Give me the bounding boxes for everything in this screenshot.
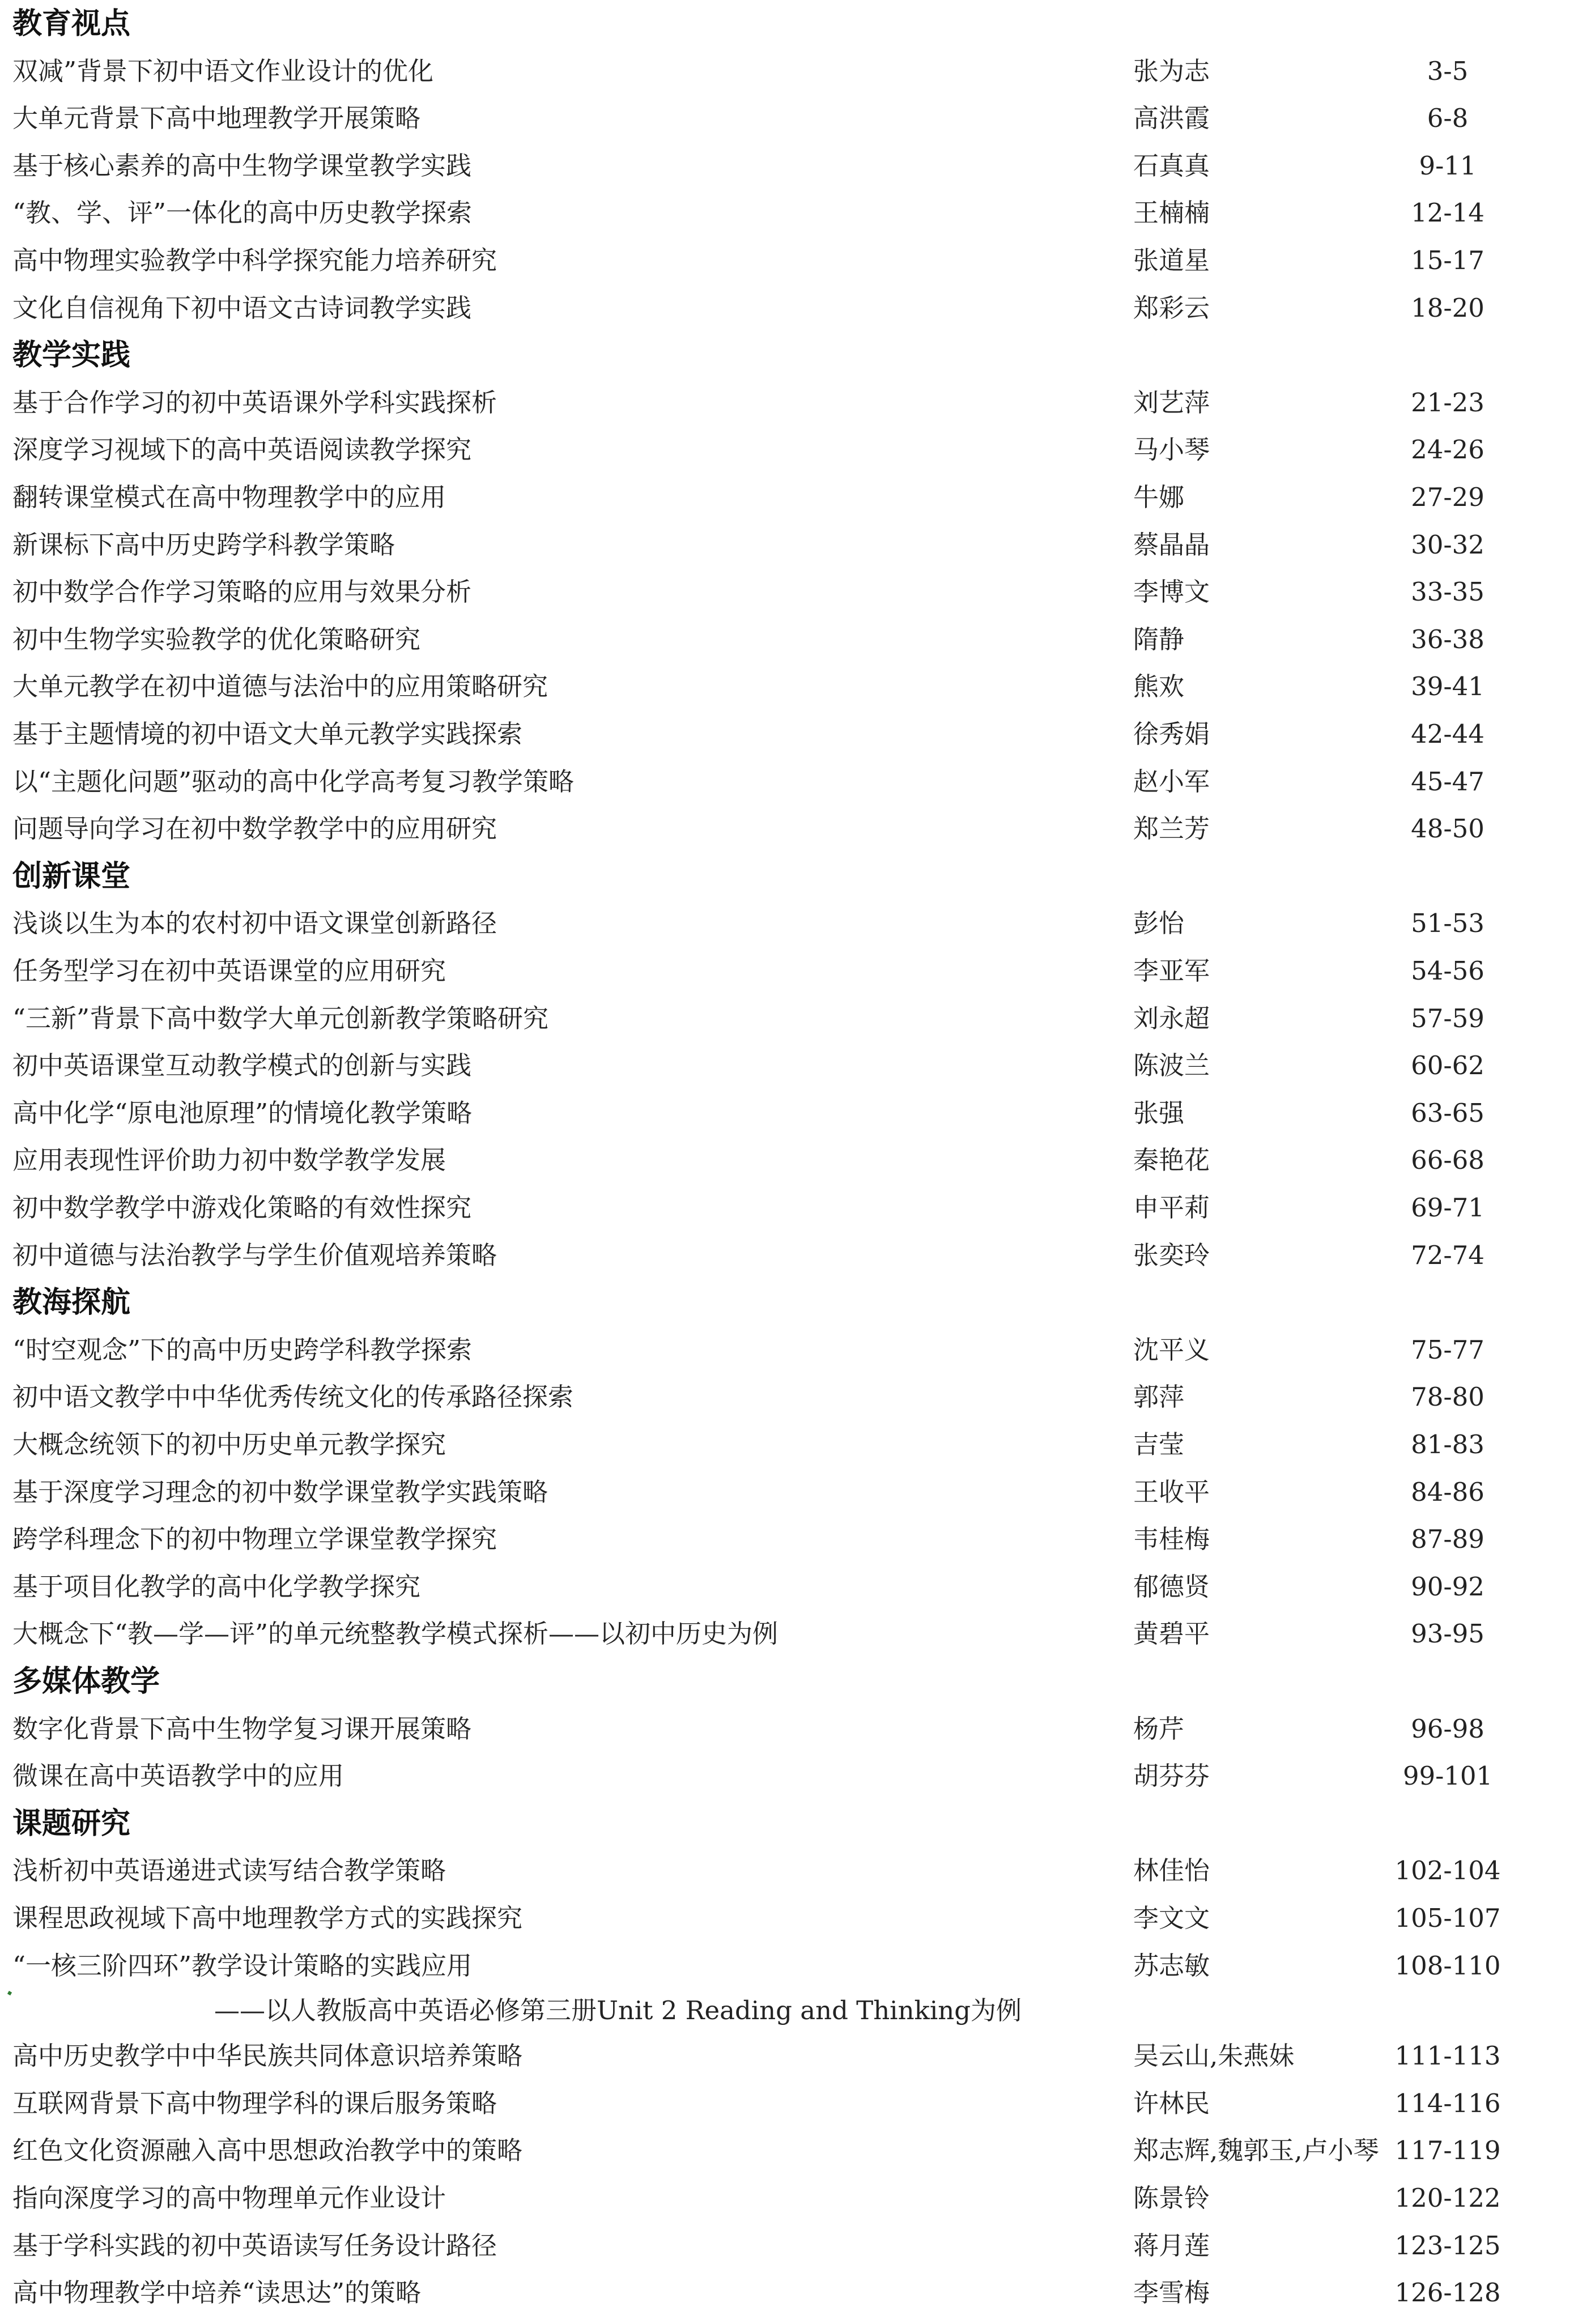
entry-title: 基于合作学习的初中英语课外学科实践探析 — [12, 387, 497, 418]
entry-title: 大概念下“教—学—评”的单元统整教学模式探析——以初中历史为例 — [12, 1619, 779, 1649]
entry-pages: 114-116 — [1394, 2088, 1501, 2118]
entry-pages: 99-101 — [1402, 1761, 1493, 1791]
entry-pages: 126-128 — [1394, 2278, 1501, 2308]
section-heading-row — [0, 1279, 1578, 1326]
toc-entry — [0, 1705, 1578, 1753]
entry-pages: 78-80 — [1411, 1382, 1485, 1412]
toc-entry — [0, 474, 1578, 521]
entry-pages: 30-32 — [1411, 529, 1485, 560]
entry-author: 石真真 — [1133, 150, 1210, 181]
toc-entry — [0, 237, 1578, 284]
entry-author: 秦艳花 — [1133, 1145, 1210, 1176]
entry-title: 初中道德与法治教学与学生价值观培养策略 — [12, 1240, 497, 1270]
entry-pages: 39-41 — [1411, 671, 1485, 702]
toc-entry — [0, 663, 1578, 710]
entry-title: 浅谈以生为本的农村初中语文课堂创新路径 — [12, 908, 497, 939]
toc-entry — [0, 2127, 1578, 2174]
entry-pages: 3-5 — [1427, 56, 1469, 86]
entry-pages: 96-98 — [1411, 1713, 1485, 1744]
entry-title: 大单元背景下高中地理教学开展策略 — [12, 103, 421, 134]
entry-title: 大概念统领下的初中历史单元教学探究 — [12, 1429, 446, 1459]
toc-entry — [0, 2080, 1578, 2127]
toc-entry — [0, 142, 1578, 190]
entry-pages: 120-122 — [1394, 2183, 1501, 2213]
entry-title: 初中数学教学中游戏化策略的有效性探究 — [12, 1193, 472, 1223]
entry-pages: 57-59 — [1411, 1003, 1485, 1033]
entry-pages: 93-95 — [1411, 1619, 1485, 1649]
toc-entry — [0, 758, 1578, 806]
entry-title: 高中历史教学中中华民族共同体意识培养策略 — [12, 2041, 523, 2071]
entry-pages: 72-74 — [1411, 1240, 1485, 1270]
entry-title: 微课在高中英语教学中的应用 — [12, 1761, 344, 1791]
entry-title: “三新”背景下高中数学大单元创新教学策略研究 — [12, 1003, 549, 1033]
entry-author: 赵小军 — [1133, 766, 1210, 797]
entry-title: 课程思政视域下高中地理教学方式的实践探究 — [12, 1903, 523, 1933]
toc-entry — [0, 568, 1578, 616]
toc-entry — [0, 284, 1578, 332]
section-heading-row — [0, 331, 1578, 379]
section-heading-row — [0, 1800, 1578, 1848]
entry-author: 蒋月莲 — [1133, 2230, 1210, 2261]
section-heading: 多媒体教学 — [12, 1665, 160, 1699]
entry-author: 刘永超 — [1133, 1003, 1210, 1033]
entry-author: 张道星 — [1133, 245, 1210, 275]
entry-title: 红色文化资源融入高中思想政治教学中的策略 — [12, 2135, 523, 2166]
toc-entry — [0, 1421, 1578, 1469]
entry-pages: 15-17 — [1411, 245, 1485, 275]
entry-title: 问题导向学习在初中数学教学中的应用研究 — [12, 814, 497, 844]
toc-entry — [0, 379, 1578, 427]
entry-title: 初中英语课堂互动教学模式的创新与实践 — [12, 1050, 472, 1081]
entry-author: 胡芬芬 — [1133, 1761, 1210, 1791]
entry-author: 韦桂梅 — [1133, 1524, 1210, 1555]
entry-author: 杨芹 — [1133, 1713, 1185, 1744]
entry-title: 互联网背景下高中物理学科的课后服务策略 — [12, 2088, 497, 2118]
entry-author: 张奕玲 — [1133, 1240, 1210, 1270]
entry-title: 浅析初中英语递进式读写结合教学策略 — [12, 1855, 446, 1886]
toc-entry — [0, 995, 1578, 1042]
entry-title: 数字化背景下高中生物学复习课开展策略 — [12, 1713, 472, 1744]
entry-author: 许林民 — [1133, 2088, 1210, 2118]
toc-entry — [0, 1895, 1578, 1942]
toc-entry — [0, 1137, 1578, 1184]
toc-entry — [0, 1610, 1578, 1658]
entry-pages: 42-44 — [1411, 719, 1485, 749]
entry-title: 任务型学习在初中英语课堂的应用研究 — [12, 956, 446, 986]
toc-entry — [0, 1847, 1578, 1895]
entry-author: 张为志 — [1133, 56, 1210, 86]
entry-pages: 45-47 — [1411, 766, 1485, 797]
entry-pages: 90-92 — [1411, 1571, 1485, 1602]
toc-entry — [0, 710, 1578, 758]
entry-author: 李亚军 — [1133, 956, 1210, 986]
toc-entry — [0, 1563, 1578, 1611]
entry-author: 徐秀娟 — [1133, 719, 1210, 749]
entry-pages: 6-8 — [1427, 103, 1469, 134]
entry-author: 彭怡 — [1133, 908, 1185, 939]
toc-entry — [0, 426, 1578, 474]
toc-entry — [0, 521, 1578, 569]
entry-title: 基于项目化教学的高中化学教学探究 — [12, 1571, 421, 1602]
entry-pages: 18-20 — [1411, 292, 1485, 323]
toc-entry — [0, 1516, 1578, 1563]
entry-author: 申平莉 — [1133, 1193, 1210, 1223]
entry-title: 新课标下高中历史跨学科教学策略 — [12, 529, 395, 560]
entry-pages: 123-125 — [1394, 2230, 1501, 2261]
entry-pages: 66-68 — [1411, 1145, 1485, 1176]
section-heading: 教育视点 — [12, 7, 131, 41]
entry-title: 高中物理教学中培养“读思达”的策略 — [12, 2278, 422, 2308]
entry-author: 李文文 — [1133, 1903, 1210, 1933]
entry-subtitle: ——以人教版高中英语必修第三册Unit 2 Reading and Thinking为例 — [214, 1995, 1022, 2026]
entry-author: 马小琴 — [1133, 435, 1210, 465]
entry-pages: 54-56 — [1411, 956, 1485, 986]
entry-title: 以“主题化问题”驱动的高中化学高考复习教学策略 — [12, 766, 575, 797]
entry-author: 郑兰芳 — [1133, 814, 1210, 844]
entry-pages: 21-23 — [1411, 387, 1485, 418]
toc-entry — [0, 900, 1578, 947]
section-heading: 教学实践 — [12, 338, 131, 373]
entry-author: 郁德贤 — [1133, 1571, 1210, 1602]
toc-entry — [0, 1042, 1578, 1089]
toc-entry — [0, 616, 1578, 663]
entry-title: “一核三阶四环”教学设计策略的实践应用 — [12, 1950, 473, 1981]
entry-author: 黄碧平 — [1133, 1619, 1210, 1649]
toc-entry — [0, 95, 1578, 142]
entry-title: 高中物理实验教学中科学探究能力培养研究 — [12, 245, 497, 275]
entry-author: 李博文 — [1133, 577, 1210, 607]
toc-entry — [0, 947, 1578, 995]
entry-author: 沈平义 — [1133, 1334, 1210, 1365]
entry-pages: 84-86 — [1411, 1476, 1485, 1507]
entry-title: 跨学科理念下的初中物理立学课堂教学探究 — [12, 1524, 497, 1555]
toc-entry — [0, 2269, 1578, 2317]
toc-entry — [0, 1752, 1578, 1800]
entry-pages: 24-26 — [1411, 435, 1485, 465]
entry-author: 王楠楠 — [1133, 198, 1210, 228]
section-heading-row — [0, 853, 1578, 900]
toc-entry — [0, 1184, 1578, 1232]
entry-title: 基于学科实践的初中英语读写任务设计路径 — [12, 2230, 497, 2261]
entry-author: 吉莹 — [1133, 1429, 1185, 1459]
section-heading: 创新课堂 — [12, 859, 131, 893]
section-heading: 课题研究 — [12, 1806, 131, 1841]
entry-author: 张强 — [1133, 1097, 1185, 1128]
section-heading-row — [0, 0, 1578, 48]
entry-pages: 33-35 — [1411, 577, 1485, 607]
entry-author: 李雪梅 — [1133, 2278, 1210, 2308]
entry-title: 基于核心素养的高中生物学课堂教学实践 — [12, 150, 472, 181]
entry-author: 牛娜 — [1133, 482, 1185, 512]
toc-entry — [0, 2174, 1578, 2222]
entry-author: 刘艺萍 — [1133, 387, 1210, 418]
toc-entry — [0, 1942, 1578, 1990]
entry-title: 翻转课堂模式在高中物理教学中的应用 — [12, 482, 446, 512]
entry-pages: 75-77 — [1411, 1334, 1485, 1365]
entry-title: 文化自信视角下初中语文古诗词教学实践 — [12, 292, 472, 323]
entry-pages: 102-104 — [1394, 1855, 1501, 1886]
entry-title: 基于主题情境的初中语文大单元教学实践探索 — [12, 719, 523, 749]
entry-author: 隋静 — [1133, 624, 1185, 654]
entry-author: 王收平 — [1133, 1476, 1210, 1507]
toc-entry — [0, 48, 1578, 95]
entry-author: 熊欢 — [1133, 671, 1185, 702]
toc-entry — [0, 1469, 1578, 1516]
entry-pages: 108-110 — [1394, 1950, 1501, 1981]
entry-author: 郭萍 — [1133, 1382, 1185, 1412]
entry-pages: 63-65 — [1411, 1097, 1485, 1128]
toc-entry — [0, 1373, 1578, 1421]
entry-title: 基于深度学习理念的初中数学课堂教学实践策略 — [12, 1476, 548, 1507]
entry-pages: 69-71 — [1411, 1193, 1485, 1223]
entry-author: 高洪霞 — [1133, 103, 1210, 134]
entry-author: 郑志辉,魏郭玉,卢小琴 — [1133, 2135, 1379, 2166]
toc-entry — [0, 1326, 1578, 1374]
entry-pages: 60-62 — [1411, 1050, 1485, 1081]
entry-author: 陈波兰 — [1133, 1050, 1210, 1081]
entry-pages: 105-107 — [1394, 1903, 1501, 1933]
toc-entry — [0, 2222, 1578, 2270]
entry-pages: 87-89 — [1411, 1524, 1485, 1555]
entry-title: 高中化学“原电池原理”的情境化教学策略 — [12, 1097, 473, 1128]
entry-author: 林佳怡 — [1133, 1855, 1210, 1886]
entry-pages: 27-29 — [1411, 482, 1485, 512]
entry-title: 大单元教学在初中道德与法治中的应用策略研究 — [12, 671, 548, 702]
entry-title: “时空观念”下的高中历史跨学科教学探索 — [12, 1334, 473, 1365]
entry-author: 苏志敏 — [1133, 1950, 1210, 1981]
entry-title: 深度学习视域下的高中英语阅读教学探究 — [12, 435, 472, 465]
entry-title: 初中语文教学中中华优秀传统文化的传承路径探索 — [12, 1382, 574, 1412]
margin-mark — [7, 1991, 12, 1995]
toc-entry — [0, 805, 1578, 853]
entry-pages: 111-113 — [1394, 2041, 1501, 2071]
toc-entry-subtitle-row — [0, 1989, 1578, 2032]
entry-title: 指向深度学习的高中物理单元作业设计 — [12, 2183, 446, 2213]
entry-title: “教、学、评”一体化的高中历史教学探索 — [12, 198, 473, 228]
entry-pages: 36-38 — [1411, 624, 1485, 654]
toc-entry — [0, 189, 1578, 237]
entry-pages: 81-83 — [1411, 1429, 1485, 1459]
entry-pages: 12-14 — [1411, 198, 1485, 228]
section-heading-row — [0, 1658, 1578, 1705]
entry-title: 双减”背景下初中语文作业设计的优化 — [12, 56, 434, 86]
entry-title: 初中数学合作学习策略的应用与效果分析 — [12, 577, 472, 607]
entry-pages: 117-119 — [1394, 2135, 1501, 2166]
entry-author: 蔡晶晶 — [1133, 529, 1210, 560]
entry-pages: 48-50 — [1411, 814, 1485, 844]
entry-title: 初中生物学实验教学的优化策略研究 — [12, 624, 421, 654]
toc-entry — [0, 2032, 1578, 2080]
toc-entry — [0, 1232, 1578, 1279]
entry-pages: 51-53 — [1411, 908, 1485, 939]
entry-author: 郑彩云 — [1133, 292, 1210, 323]
toc-entry — [0, 1089, 1578, 1137]
entry-author: 陈景铃 — [1133, 2183, 1210, 2213]
entry-author: 吴云山,朱燕妹 — [1133, 2041, 1295, 2071]
entry-pages: 9-11 — [1419, 150, 1477, 181]
entry-title: 应用表现性评价助力初中数学教学发展 — [12, 1145, 446, 1176]
section-heading: 教海探航 — [12, 1286, 131, 1320]
